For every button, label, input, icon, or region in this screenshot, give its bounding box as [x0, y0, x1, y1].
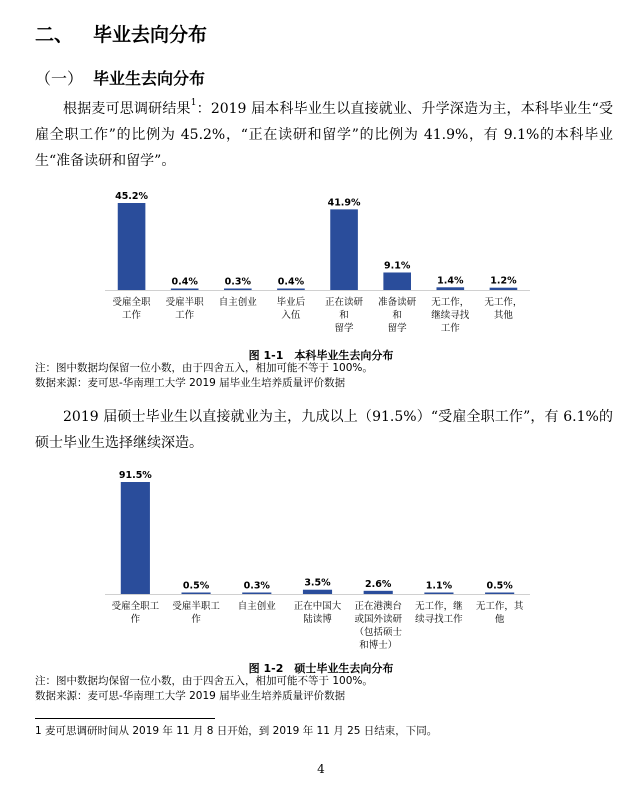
undergrad-chart-svg	[105, 185, 530, 333]
chart-category-label: 无工作，继	[415, 601, 463, 612]
chart-category-label: 无工作，	[431, 297, 470, 308]
paragraph-master	[35, 404, 613, 456]
chart-data-label: 0.3%	[224, 276, 251, 288]
chart-bar	[182, 593, 211, 595]
chart-bar	[118, 203, 146, 290]
chart-category-label: 和博士）	[359, 640, 398, 651]
master-destination-chart	[105, 462, 530, 657]
chart-category-label: 工作	[175, 310, 195, 321]
paragraph-undergrad	[35, 96, 613, 174]
chart-bar	[242, 593, 271, 595]
chart-category-label: 留学	[387, 323, 407, 334]
section-title: 毕业去向分布	[93, 24, 208, 46]
chart-category-label: 自主创业	[218, 297, 257, 308]
chart-bar	[277, 289, 305, 291]
footnote: 1 麦可思调研时间从 2019 年 11 月 8 日开始，到 2019 年 11 月 25 日结束，下同。	[35, 725, 438, 737]
chart-category-label: 正在港澳台	[354, 601, 402, 612]
chart-category-label: 正在读研	[325, 297, 364, 308]
chart-category-label: 留学	[334, 323, 354, 334]
chart-bar	[485, 593, 514, 595]
chart-data-label: 1.4%	[437, 275, 464, 287]
chart-data-label: 0.5%	[486, 580, 513, 592]
chart-bar	[424, 593, 453, 595]
chart-category-label: 无工作，	[484, 297, 523, 308]
chart1-note: 注：图中数据均保留一位小数，由于四舍五入，相加可能不等于 100%。	[35, 362, 373, 374]
chart-data-label: 9.1%	[384, 260, 411, 272]
chart-category-label: 受雇全职	[112, 297, 151, 308]
chart-category-label: 工作	[122, 310, 142, 321]
subsection-heading	[35, 66, 205, 89]
chart-data-label: 3.5%	[304, 577, 331, 589]
chart-data-label: 45.2%	[115, 191, 149, 202]
chart-bar	[171, 289, 199, 291]
chart2-note: 注：图中数据均保留一位小数，由于四舍五入，相加可能不等于 100%。	[35, 675, 373, 687]
undergrad-destination-chart	[105, 185, 530, 333]
chart-category-label: 毕业后	[276, 297, 306, 308]
chart-bar	[224, 289, 252, 291]
chart-data-label: 41.9%	[327, 197, 361, 209]
master-chart-svg	[105, 462, 530, 657]
footnote-divider	[35, 718, 215, 719]
chart-data-label: 0.3%	[243, 580, 270, 592]
chart-category-label: 他	[494, 614, 505, 625]
chart2-source: 数据来源：麦可思-华南理工大学 2019 届毕业生培养质量评价数据	[35, 690, 346, 702]
chart-data-label: 1.1%	[425, 580, 453, 592]
chart2-caption: 图 1-2 硕士毕业生去向分布	[248, 662, 394, 675]
chart-category-label: 续寻找工作	[415, 614, 463, 625]
chart-bar	[121, 482, 150, 594]
chart-category-label: 入伍	[281, 310, 301, 321]
chart-category-label: 作	[191, 614, 201, 625]
chart-category-label: 无工作，其	[475, 601, 524, 612]
chart-bar	[303, 590, 332, 594]
chart-category-label: 受雇全职工	[111, 601, 160, 612]
subsection-title: 毕业生去向分布	[93, 69, 206, 88]
chart-category-label: 自主创业	[237, 601, 276, 612]
chart-data-label: 0.4%	[277, 276, 305, 288]
chart-bar	[383, 272, 411, 290]
chart-data-label: 0.5%	[182, 580, 210, 592]
page-number: 4	[317, 762, 325, 776]
chart-bar	[437, 287, 465, 290]
chart-data-label: 91.5%	[118, 470, 152, 481]
chart-category-label: 陆读博	[303, 614, 332, 625]
section-heading	[35, 20, 207, 47]
paragraph-rest: ：2019 届本科毕业生以直接就业、升学深造为主，本科毕业生“受雇全职工作”的比例为 45.2%，“正在读研和留学”的比例为 41.9%，有 9.1%的本科毕业生“准备读研和留学”。	[35, 101, 613, 169]
paragraph-master-text: 2019 届硕士毕业生以直接就业为主，九成以上（91.5%）“受雇全职工作”，有 6.1%的硕士毕业生选择继续深造。	[35, 409, 613, 451]
subsection-number: （一）	[35, 69, 84, 88]
chart-category-label: 作	[130, 614, 141, 625]
chart-data-label: 1.2%	[490, 275, 517, 287]
chart-category-label: 正在中国大	[293, 601, 342, 612]
chart-category-label: 工作	[440, 323, 460, 334]
chart-category-label: 其他	[493, 310, 513, 321]
chart-category-label: 准备读研	[378, 297, 417, 308]
footnote-ref[interactable]: 1	[190, 98, 197, 108]
chart-bar	[330, 209, 358, 290]
chart-category-label: （包括硕士	[354, 627, 402, 638]
chart-category-label: 和	[392, 310, 402, 321]
chart-category-label: 受雇半职工	[172, 601, 220, 612]
chart-bar	[364, 591, 393, 594]
paragraph-lead: 根据麦可思调研结果	[63, 101, 191, 117]
chart-category-label: 受雇半职	[165, 297, 204, 308]
chart-category-label: 或国外读研	[354, 614, 402, 625]
chart1-caption: 图 1-1 本科毕业生去向分布	[248, 349, 394, 362]
section-number: 二、	[35, 24, 74, 46]
chart-category-label: 继续寻找	[431, 310, 470, 321]
chart-data-label: 2.6%	[365, 578, 392, 590]
chart-bar	[490, 288, 518, 290]
chart1-source: 数据来源：麦可思-华南理工大学 2019 届毕业生培养质量评价数据	[35, 377, 346, 389]
chart-category-label: 和	[339, 310, 349, 321]
chart-data-label: 0.4%	[171, 276, 198, 288]
